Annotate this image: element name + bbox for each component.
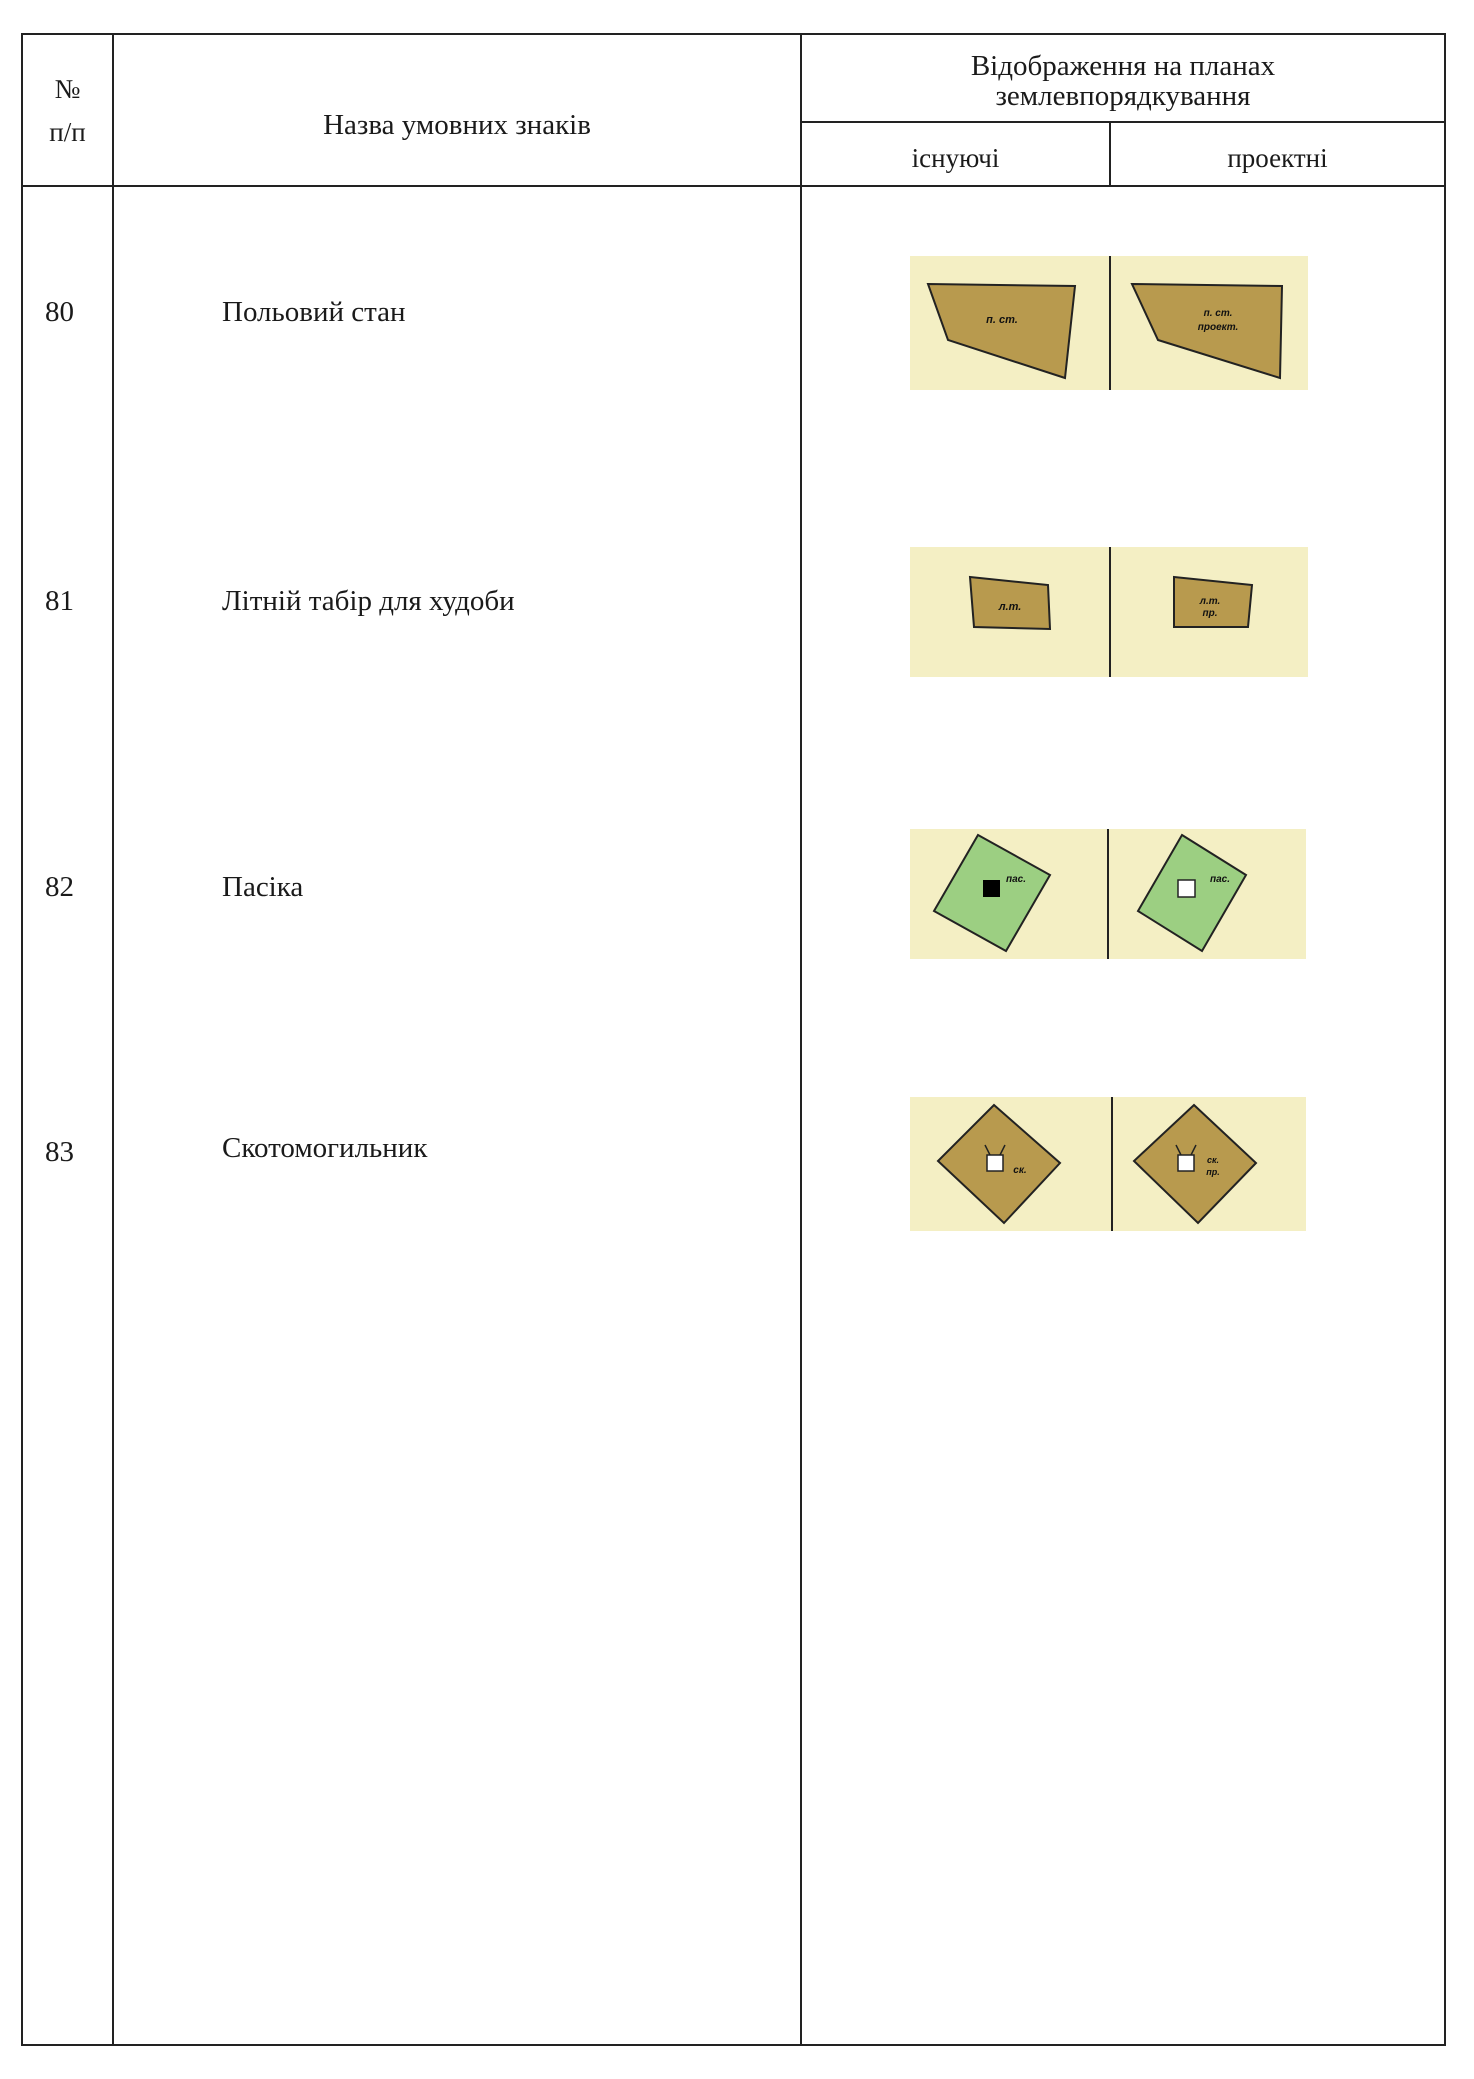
apiary-symbol-swatch [910, 829, 1306, 959]
header-existing: існуючі [911, 143, 1000, 173]
row-name: Скотомогильник [222, 1132, 428, 1164]
row-name: Літній табір для худоби [222, 585, 515, 617]
apiary-projected-empty-square-icon [1178, 880, 1195, 897]
apiary-existing-filled-square-icon [983, 880, 1000, 897]
header-projected: проектні [1227, 143, 1328, 173]
cattle-burial-projected-label-1: ск. [1206, 1155, 1220, 1165]
field-camp-symbol-swatch [910, 256, 1308, 390]
row-name: Польовий стан [222, 296, 406, 328]
header-num-symbol: № [54, 74, 81, 104]
header-name-column: Назва умовних знаків [323, 109, 591, 141]
summer-camp-existing-label: л.т. [998, 601, 1022, 613]
summer-camp-projected-label-1: л.т. [1199, 596, 1221, 607]
row-number: 81 [45, 585, 74, 617]
cattle-burial-existing-label: ск. [1013, 1165, 1027, 1176]
cattle-burial-projected-square-icon [1178, 1155, 1194, 1171]
header-num-label: п/п [49, 117, 86, 147]
row-number: 82 [45, 871, 74, 903]
field-camp-projected-label-2: проект. [1197, 322, 1239, 333]
row-name: Пасіка [222, 871, 304, 903]
summer-camp-symbol-swatch [910, 547, 1308, 677]
header-display-line2: землевпорядкування [995, 80, 1251, 112]
cattle-burial-symbol-swatch [910, 1097, 1306, 1231]
row-number: 80 [45, 296, 74, 328]
apiary-existing-label: пас. [1005, 874, 1027, 885]
cattle-burial-projected-label-2: пр. [1206, 1167, 1220, 1177]
apiary-projected-label: пас. [1209, 874, 1231, 885]
field-camp-existing-label: п. ст. [986, 314, 1018, 326]
summer-camp-projected-label-2: пр. [1202, 608, 1218, 619]
header-display-line1: Відображення на планах [970, 50, 1276, 82]
cattle-burial-existing-square-icon [987, 1155, 1003, 1171]
field-camp-projected-label-1: п. ст. [1203, 308, 1233, 319]
row-number: 83 [45, 1136, 74, 1168]
